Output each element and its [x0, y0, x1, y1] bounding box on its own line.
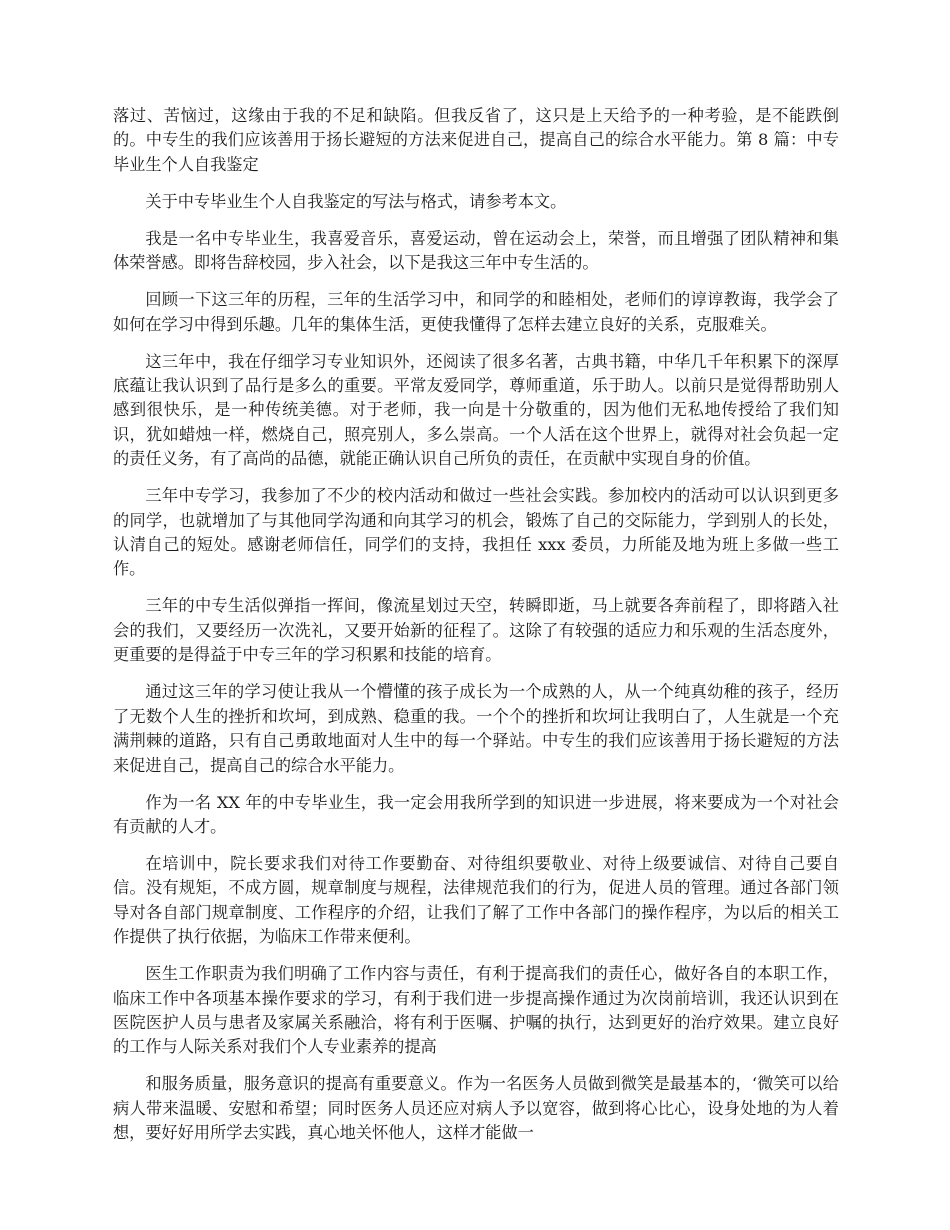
paragraph-2: 关于中专毕业生个人自我鉴定的写法与格式，请参考本文。 — [145, 191, 567, 211]
paragraph-1: 落过、苦恼过，这缘由于我的不足和缺陷。但我反省了，这只是上天给予的一种考验，是不能跌倒的。中专生的我们应该善用于扬长避短的方法来促进自己，提高自己的综合水平能力。第 8 篇：中专毕业生个人自我鉴定 — [113, 106, 839, 174]
paragraph-11: 医生工作职责为我们明确了工作内容与责任，有利于提高我们的责任心，做好各自的本职工作，临床工作中各项基本操作要求的学习，有利于我们进一步提高操作通过为次岗前培训，我还认识到在医院医护人员与患者及家属关系融洽，将有利于医嘱、护嘱的执行，达到更好的治疗效果。建立良好的工作与人际关系对我们个人专业素养的提高 — [113, 964, 839, 1057]
paragraph-4: 回顾一下这三年的历程，三年的生活学习中，和同学的和睦相处，老师们的谆谆教诲，我学会了如何在学习中得到乐趣。几年的集体生活，更使我懂得了怎样去建立良好的关系，克服难关。 — [113, 290, 839, 334]
document-body — [113, 104, 839, 1158]
paragraph-3: 我是一名中专毕业生，我喜爱音乐，喜爱运动，曾在运动会上，荣誉，而且增强了团队精神和集体荣誉感。即将告辞校园，步入社会，以下是我这三年中专生活的。 — [113, 228, 839, 273]
paragraph-10: 在培训中，院长要求我们对待工作要勤奋、对待组织要敬业、对待上级要诚信、对待自己要自信。没有规矩，不成方圆，规章制度与规程，法律规范我们的行为，促进人员的管理。通过各部门领导对各自部门规章制度、工作程序的介绍，让我们了解了工作中各部门的操作程序，为以后的相关工作提供了执行依据，为临床工作带来便利。 — [113, 853, 839, 947]
paragraph-6: 三年中专学习，我参加了不少的校内活动和做过一些社会实践。参加校内的活动可以认识到更多的同学，也就增加了与其他同学沟通和向其学习的机会，锻炼了自己的交际能力，学到别人的长处，认清自己的短处。感谢老师信任，同学们的支持，我担任 xxx 委员，力所能及地为班上多做一些工作。 — [113, 486, 839, 579]
paragraph-7: 三年的中专生活似弹指一挥间，像流星划过天空，转瞬即逝，马上就要各奔前程了，即将踏入社会的我们，又要经历一次洗礼，又要开始新的征程了。这除了有较强的适应力和乐观的生活态度外，更重要的是得益于中专三年的学习积累和技能的培育。 — [113, 596, 839, 665]
paragraph-5: 这三年中，我在仔细学习专业知识外，还阅读了很多名著，古典书籍，中华几千年积累下的深厚底蕴让我认识到了品行是多么的重要。平常友爱同学，尊师重道，乐于助人。以前只是觉得帮助别人感到很快乐，是一种传统美德。对于老师，我一向是十分敬重的，因为他们无私地传授给了我们知识，犹如蜡烛一样，燃烧自己，照亮别人，多么崇高。一个人活在这个世界上，就得对社会负起一定的责任义务，有了高尚的品德，就能正确认识自己所负的责任，在贡献中实现自身的价值。 — [113, 351, 839, 469]
paragraph-9: 作为一名 XX 年的中专毕业生，我一定会用我所学到的知识进一步进展，将来要成为一个对社会有贡献的人才。 — [113, 792, 839, 836]
paragraph-8: 通过这三年的学习使让我从一个懵懂的孩子成长为一个成熟的人，从一个纯真幼稚的孩子，经历了无数个人生的挫折和坎坷，到成熟、稳重的我。一个个的挫折和坎坷让我明白了，人生就是一个充满荆棘的道路，只有自己勇敢地面对人生中的每一个驿站。中专生的我们应该善用于扬长避短的方法来促进自己，提高自己的综合水平能力。 — [113, 682, 839, 775]
paragraph-12: 和服务质量，服务意识的提高有重要意义。作为一名医务人员做到微笑是最基本的，‘微笑可以给病人带来温暖、安慰和希望；同时医务人员还应对病人予以宽容，做到将心比心，设身处地的为人着想，要好好用所学去实践，真心地关怀他人，这样才能做一 — [113, 1074, 839, 1143]
